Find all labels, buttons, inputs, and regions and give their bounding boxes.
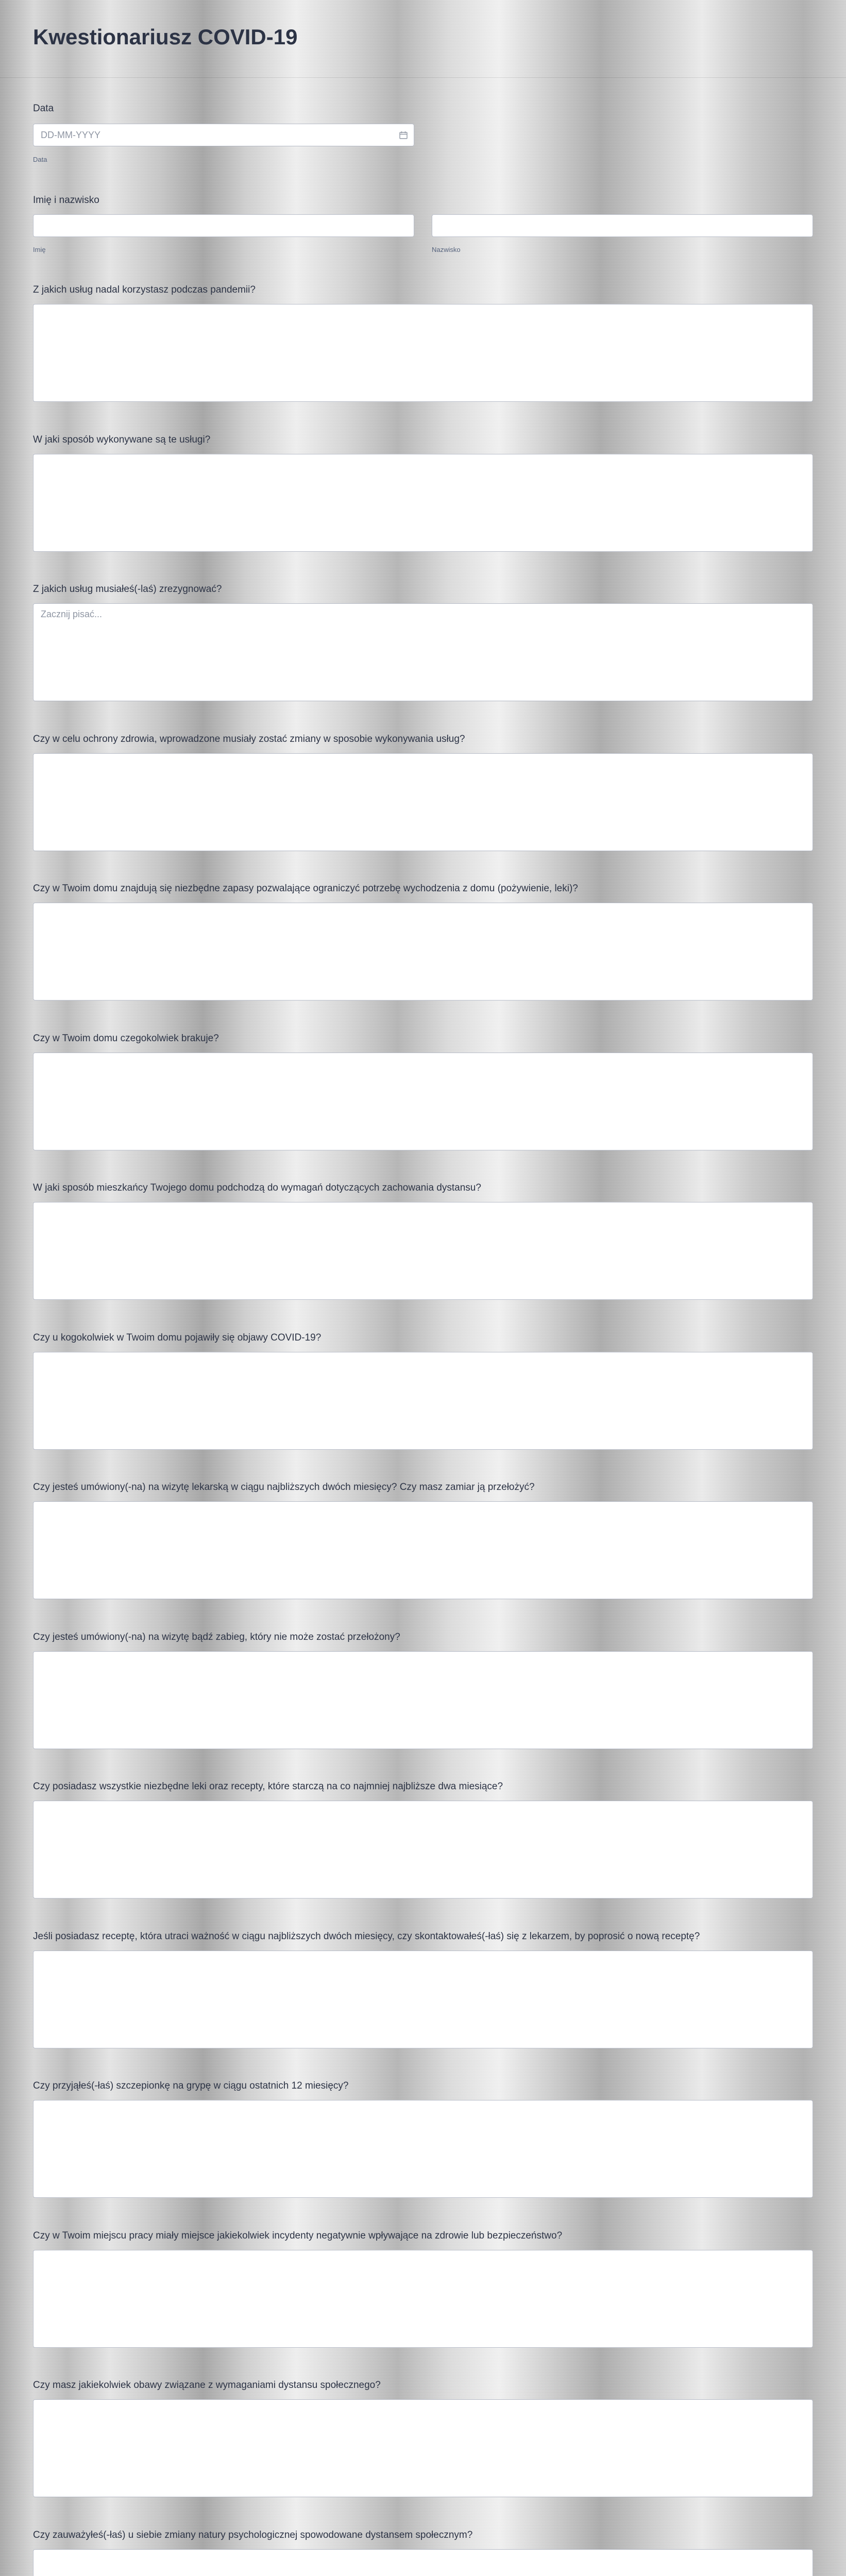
question-answer-textarea[interactable] [33,1352,813,1450]
question-label: Czy u kogokolwiek w Twoim domu pojawiły się objawy COVID-19? [33,1332,322,1343]
question-label: Czy przyjąłeś(-łaś) szczepionkę na grypę w ciągu ostatnich 12 miesięcy? [33,2080,349,2091]
last-name-input[interactable] [432,214,813,237]
question-label: Czy jesteś umówiony(-na) na wizytę bądź zabieg, który nie może zostać przełożony? [33,1632,400,1642]
question-label: Czy jesteś umówiony(-na) na wizytę lekarską w ciągu najbliższych dwóch miesięcy? Czy masz zamiar ją przełożyć? [33,1482,535,1493]
date-placeholder: DD-MM-YYYY [41,130,100,140]
question-answer-textarea[interactable] [33,1053,813,1150]
question-label: Czy posiadasz wszystkie niezbędne leki oraz recepty, które starczą na co najmniej najbliższe dwa miesiące? [33,1781,503,1792]
question-label: Czy w Twoim miejscu pracy miały miejsce jakiekolwiek incydenty negatywnie wpływające na zdrowie lub bezpieczeństwo? [33,2230,563,2241]
question-answer-textarea[interactable] [33,2250,813,2348]
question-answer-textarea[interactable] [33,1951,813,2048]
header-divider [0,77,846,78]
last-name-sublabel: Nazwisko [432,246,461,253]
question-answer-textarea[interactable] [33,1801,813,1899]
form-title: Kwestionariusz COVID-19 [33,25,298,49]
question-answer-textarea[interactable] [33,1202,813,1300]
textarea-placeholder: Zacznij pisać... [41,609,103,619]
question-answer-textarea[interactable] [33,2100,813,2198]
first-name-sublabel: Imię [33,246,46,253]
question-answer-textarea[interactable] [33,753,813,851]
question-answer-textarea[interactable] [33,304,813,402]
question-label: Czy w celu ochrony zdrowia, wprowadzone musiały zostać zmiany w sposobie wykonywania usług? [33,734,465,744]
question-answer-textarea[interactable] [33,903,813,1001]
date-input[interactable] [33,124,414,146]
question-answer-textarea[interactable] [33,1501,813,1599]
question-label: Czy w Twoim domu czegokolwiek brakuje? [33,1033,219,1044]
question-label: Czy masz jakiekolwiek obawy związane z wymaganiami dystansu społecznego? [33,2380,381,2391]
question-answer-textarea[interactable] [33,1651,813,1749]
question-label: W jaki sposób wykonywane są te usługi? [33,434,211,445]
full-name-label: Imię i nazwisko [33,195,99,206]
question-label: W jaki sposób mieszkańcy Twojego domu podchodzą do wymagań dotyczących zachowania dystansu? [33,1182,481,1193]
question-answer-textarea[interactable] [33,454,813,552]
date-sublabel: Data [33,156,47,163]
date-label: Data [33,103,54,114]
calendar-icon[interactable] [399,131,408,139]
question-label: Czy zauważyłeś(-łaś) u siebie zmiany natury psychologicznej spowodowane dystansem społecznym? [33,2530,473,2540]
question-answer-textarea[interactable] [33,603,813,701]
question-answer-textarea[interactable] [33,2549,813,2576]
question-label: Z jakich usług nadal korzystasz podczas pandemii? [33,284,256,295]
question-label: Czy w Twoim domu znajdują się niezbędne zapasy pozwalające ograniczyć potrzebę wychodzenia z domu (pożywienie, leki)? [33,883,578,894]
question-label: Z jakich usług musiałeś(-laś) zrezygnować? [33,584,222,595]
question-label: Jeśli posiadasz receptę, która utraci ważność w ciągu najbliższych dwóch miesięcy, czy skontaktowałeś(-łaś) się z lekarzem, by poprosić o nową receptę? [33,1931,700,1942]
first-name-input[interactable] [33,214,414,237]
question-answer-textarea[interactable] [33,2399,813,2497]
